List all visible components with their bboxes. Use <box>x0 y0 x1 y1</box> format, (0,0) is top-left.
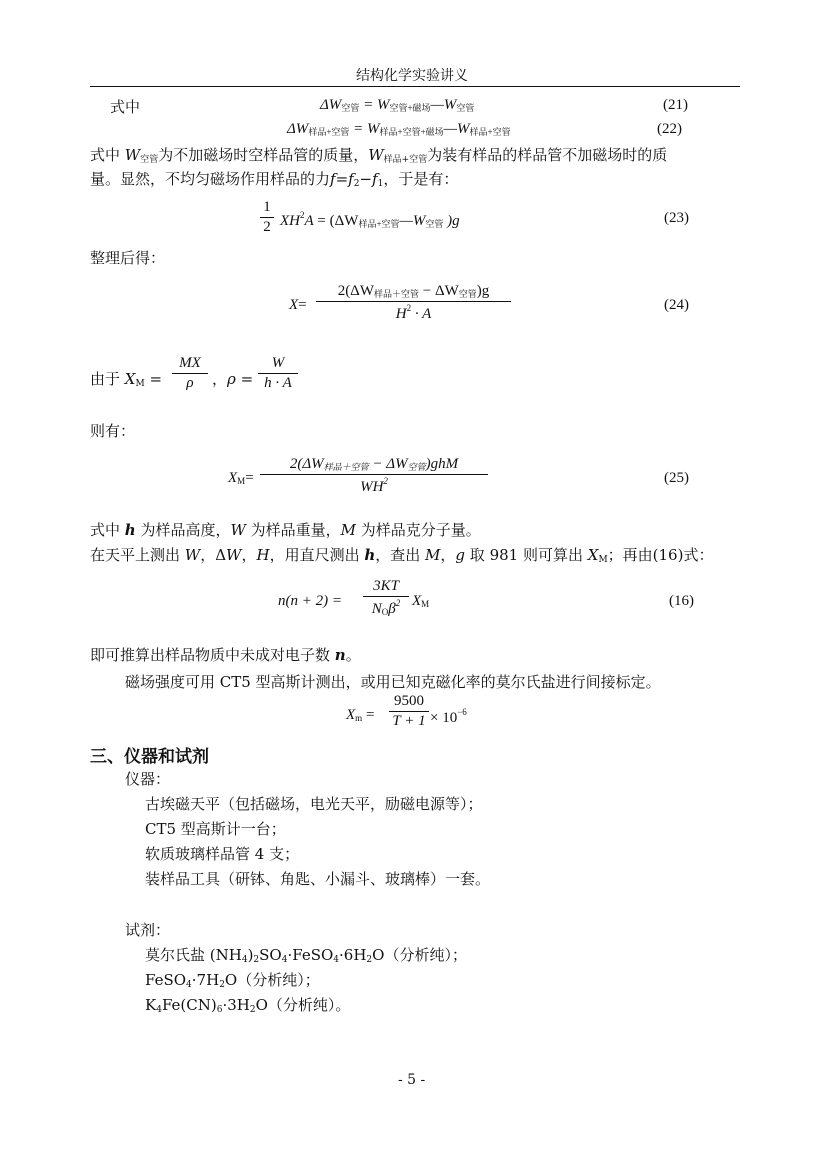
reagents-label: 试剂： <box>125 921 171 939</box>
equation-number-21: (21) <box>663 97 688 113</box>
reagent-item: FeSO4·7H2O（分析纯）； <box>145 971 320 990</box>
text-then: 则有： <box>90 422 136 440</box>
eq16-x: XM <box>412 593 430 609</box>
eq-xm-lhs: Xm = <box>346 707 375 723</box>
equation-number-24: (24) <box>664 297 689 313</box>
paragraph-1-line-1: 式中 W空管为不加磁场时空样品管的质量，W样品+空管为装有样品的样品管不加磁场时的质 <box>90 146 668 165</box>
definitions-lead: 由于 XM = <box>90 370 163 389</box>
eq16-fraction: 3KT NOβ$^2$ <box>363 578 409 618</box>
page-number: - 5 - <box>398 1072 426 1088</box>
instrument-item: 软质玻璃样品管 4 支； <box>145 845 300 863</box>
defs-mx-rho-fraction: MX ρ <box>172 355 208 392</box>
defs-w-ha-fraction: W h · A <box>258 355 298 392</box>
equation-number-23: (23) <box>664 210 689 226</box>
eq-xm-fraction: 9500 T + 1 <box>389 693 429 730</box>
paragraph-4: 即可推算出样品物质中未成对电子数 n。 <box>90 646 361 664</box>
section-heading: 三、仪器和试剂 <box>90 747 209 767</box>
instrument-item: 古埃磁天平（包括磁场，电光天平，励磁电源等）； <box>145 795 483 813</box>
eq-xm-tail: × $10^{-6}$ <box>430 707 467 726</box>
equation-23: $XH^2A = (\Delta W$样品+空管—W空管 )g <box>280 210 460 229</box>
page-header-title: 结构化学实验讲义 <box>356 68 468 84</box>
paragraph-1-line-2: 量。显然，不均匀磁场作用样品的力f=f2−f1，于是有： <box>90 170 459 189</box>
text-arrange: 整理后得： <box>90 249 166 267</box>
instrument-item: 装样品工具（研钵、角匙、小漏斗、玻璃棒）一套。 <box>145 870 491 888</box>
header-rule <box>90 86 740 87</box>
paragraph-5: 磁场强度可用 CT5 型高斯计测出，或用已知克磁化率的莫尔氏盐进行间接标定。 <box>125 673 661 691</box>
defs-rho-lhs: ，ρ = <box>212 370 254 388</box>
equation-22: ΔW样品+空管 = W样品+空管+磁场—W样品+空管 <box>287 121 511 137</box>
equation-number-25: (25) <box>664 470 689 486</box>
reagent-item: 莫尔氏盐 (NH4)2SO4·FeSO4·6H2O（分析纯）； <box>145 946 467 965</box>
instrument-item: CT5 型高斯计一台； <box>145 820 286 838</box>
eq16-lhs: n(n + 2) = <box>278 593 342 609</box>
eq23-half-fraction: 1 2 <box>260 199 274 236</box>
paragraph-3: 在天平上测出 W，ΔW，H，用直尺测出 h，查出 M，g 取 981 则可算出 XM；再由(16)式： <box>90 546 714 565</box>
eq24-fraction: 2(ΔW样品＋空管 − ΔW空管)g $H^2 \cdot A$ <box>316 283 511 323</box>
eq21-lead: 式中 <box>110 98 141 116</box>
reagent-item: K4Fe(CN)6·3H2O（分析纯）。 <box>145 996 351 1015</box>
paragraph-2: 式中 h 为样品高度，W 为样品重量，M 为样品克分子量。 <box>90 521 481 539</box>
instruments-label: 仪器： <box>125 770 171 788</box>
eq25-lhs: XM= <box>228 470 254 486</box>
equation-number-16: (16) <box>669 593 694 609</box>
eq24-lhs: X= <box>289 297 307 313</box>
equation-number-22: (22) <box>657 121 682 137</box>
eq25-fraction: 2(ΔW样品＋空管 − ΔW空管)ghM $WH^2$ <box>260 456 488 496</box>
equation-21: ΔW空管 = W空管+磁场—W空管 <box>320 97 475 113</box>
